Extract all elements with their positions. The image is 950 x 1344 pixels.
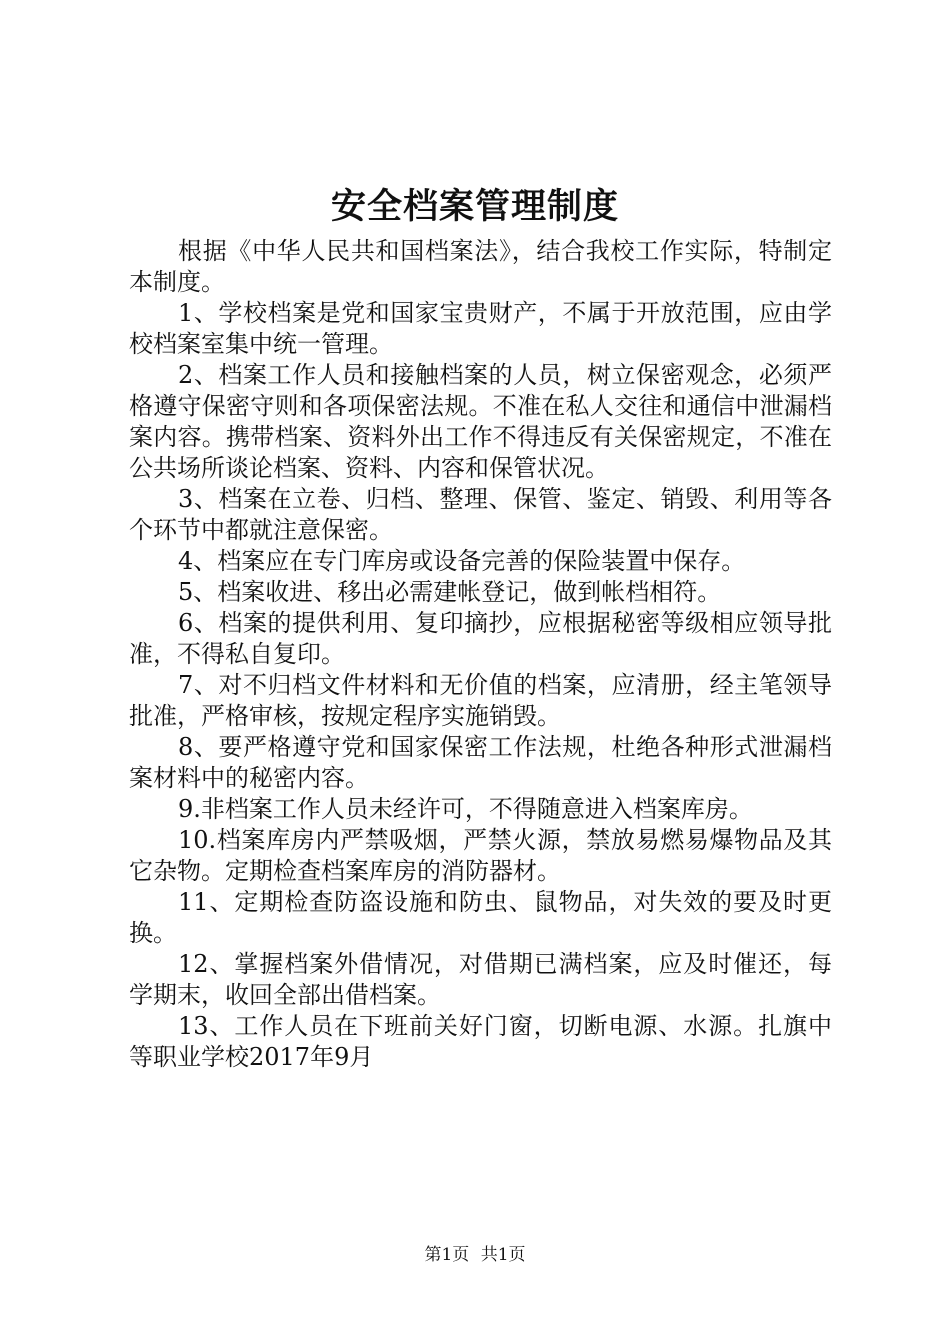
paragraph-item-12: 12、掌握档案外借情况，对借期已满档案，应及时催还，每学期末，收回全部出借档案。 [129, 950, 832, 1009]
paragraph-intro: 根据《中华人民共和国档案法》，结合我校工作实际，特制定本制度。 [129, 237, 832, 296]
paragraph-item-7: 7、对不归档文件材料和无价值的档案，应清册，经主笔领导批准，严格审核，按规定程序实施销毁。 [129, 671, 832, 730]
paragraph-item-6: 6、档案的提供利用、复印摘抄，应根据秘密等级相应领导批准，不得私自复印。 [129, 609, 832, 668]
page-number: 第1页 [424, 1245, 470, 1265]
paragraph-item-9: 9.非档案工作人员未经许可，不得随意进入档案库房。 [178, 795, 753, 823]
paragraph-item-2: 2、档案工作人员和接触档案的人员，树立保密观念，必须严格遵守保密守则和各项保密法规。不准在私人交往和通信中泄漏档案内容。携带档案、资料外出工作不得违反有关保密规定，不准在公共场所谈论档案、资料、内容和保管状况。 [129, 361, 832, 482]
page-footer [0, 1244, 950, 1266]
paragraph-item-4: 4、档案应在专门库房或设备完善的保险装置中保存。 [178, 547, 746, 575]
paragraph-item-13: 13、工作人员在下班前关好门窗，切断电源、水源。扎旗中等职业学校2017年9月 [129, 1012, 832, 1071]
paragraph-item-10: 10.档案库房内严禁吸烟，严禁火源，禁放易燃易爆物品及其它杂物。定期检查档案库房的消防器材。 [129, 826, 832, 885]
document-body [129, 236, 832, 1073]
paragraph-item-5: 5、档案收进、移出必需建帐登记，做到帐档相符。 [178, 578, 722, 606]
paragraph-item-3: 3、档案在立卷、归档、整理、保管、鉴定、销毁、利用等各个环节中都就注意保密。 [129, 485, 832, 544]
paragraph-item-11: 11、定期检查防盗设施和防虫、鼠物品，对失效的要及时更换。 [129, 888, 832, 947]
page-count: 共1页 [480, 1245, 526, 1265]
paragraph-item-8: 8、要严格遵守党和国家保密工作法规，杜绝各种形式泄漏档案材料中的秘密内容。 [129, 733, 832, 792]
paragraph-item-1: 1、学校档案是党和国家宝贵财产，不属于开放范围，应由学校档案室集中统一管理。 [129, 299, 832, 358]
document-title: 安全档案管理制度 [330, 186, 619, 227]
